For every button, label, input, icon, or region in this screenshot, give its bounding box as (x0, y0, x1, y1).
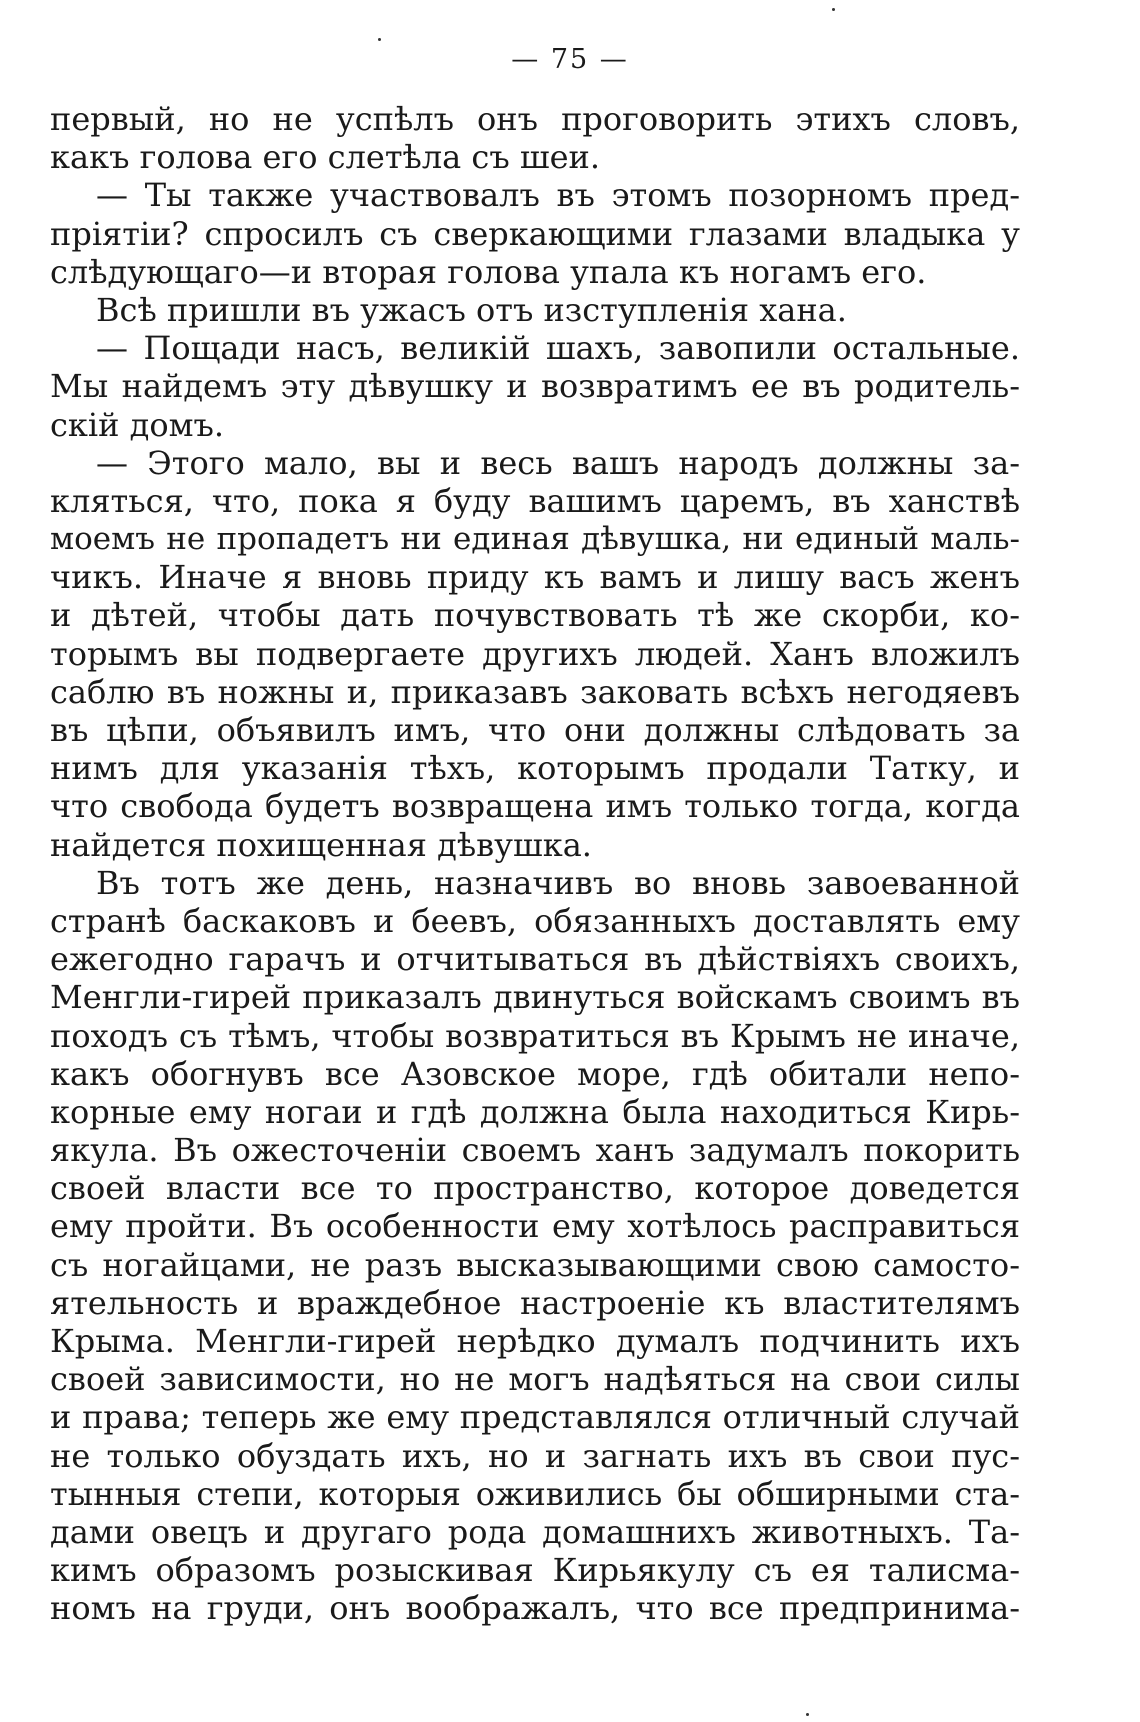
text-line: найдется похищенная дѣвушка. (50, 825, 592, 864)
body-text (50, 100, 1020, 1628)
text-line: слѣдующаго—и вторая голова упала къ ногамъ его. (50, 252, 927, 291)
text-line: какъ голова его слетѣла съ шеи. (50, 138, 601, 177)
text-line: Менгли-гирей приказалъ двинуться войскамъ своимъ въ (50, 978, 1020, 1017)
text-line: чикъ. Иначе я вновь приду къ вамъ и лишу васъ женъ (50, 558, 1020, 597)
text-line: и дѣтей, чтобы дать почувствовать тѣ же скорби, ко- (50, 596, 1020, 635)
text-line: странѣ баскаковъ и беевъ, обязанныхъ доставлять ему (50, 901, 1020, 940)
text-line: съ ногайцами, не разъ высказывающими свою самосто- (50, 1245, 1020, 1284)
text-line: саблю въ ножны и, приказавъ заковать всѣхъ негодяевъ (50, 672, 1020, 711)
text-line: Въ тотъ же день, назначивъ во вновь завоеванной (96, 863, 1020, 902)
text-line: какъ обогнувъ все Азовское море, гдѣ обитали непо- (50, 1054, 1020, 1093)
ink-speck (378, 38, 381, 41)
text-line: первый, но не успѣлъ онъ проговорить этихъ словъ, (50, 100, 1020, 138)
text-line: пріятіи? спросилъ съ сверкающими глазами владыка у (50, 214, 1020, 253)
text-line: ежегодно гарачъ и отчитываться въ дѣйствіяхъ своихъ, (50, 940, 1020, 979)
text-line: и права; теперь же ему представлялся отличный случай (50, 1398, 1020, 1437)
text-line: дами овецъ и другаго рода домашнихъ животныхъ. Та- (50, 1512, 1020, 1551)
text-line: своей власти все то пространство, которое доведется (50, 1169, 1020, 1208)
text-line: ему пройти. Въ особенности ему хотѣлось расправиться (50, 1207, 1020, 1246)
text-line: номъ на груди, онъ воображалъ, что все предпринима- (50, 1589, 1020, 1628)
text-line: тынныя степи, которыя оживились бы обширными ста- (50, 1474, 1020, 1513)
text-line: — Ты также участвовалъ въ этомъ позорномъ пред- (96, 176, 1020, 215)
text-line: походъ съ тѣмъ, чтобы возвратиться въ Крымъ не иначе, (50, 1016, 1020, 1055)
text-line: якула. Въ ожесточеніи своемъ ханъ задумалъ покорить (50, 1131, 1020, 1170)
text-line: нимъ для указанія тѣхъ, которымъ продали Татку, и (50, 749, 1020, 788)
text-line: Мы найдемъ эту дѣвушку и возвратимъ ее въ родитель- (50, 367, 1020, 406)
text-line: кимъ образомъ розыскивая Кирьякулу съ ея талисма- (50, 1551, 1020, 1590)
text-line: Всѣ пришли въ ужасъ отъ изступленія хана. (96, 290, 847, 329)
text-line: не только обуздать ихъ, но и загнать ихъ въ свои пус- (50, 1436, 1020, 1475)
text-line: ятельность и враждебное настроеніе къ властителямъ (50, 1283, 1020, 1322)
text-line: Крыма. Менгли-гирей нерѣдко думалъ подчинить ихъ (50, 1322, 1020, 1360)
text-line: кляться, что, пока я буду вашимъ царемъ, въ ханствѣ (50, 481, 1020, 520)
text-line: — Этого мало, вы и весь вашъ народъ должны за- (96, 443, 1020, 482)
text-line: въ цѣпи, объявилъ имъ, что они должны слѣдовать за (50, 711, 1020, 749)
text-line: скій домъ. (50, 405, 225, 444)
ink-speck (806, 1713, 809, 1716)
text-line: корные ему ногаи и гдѣ должна была находиться Кирь- (50, 1092, 1020, 1131)
ink-speck (832, 8, 835, 11)
text-line: своей зависимости, но не могъ надѣяться на свои силы (50, 1360, 1020, 1399)
text-line: — Пощади насъ, великій шахъ, завопили остальные. (96, 329, 1020, 368)
text-line: что свобода будетъ возвращена имъ только тогда, когда (50, 787, 1020, 826)
text-line: торымъ вы подвергаете другихъ людей. Ханъ вложилъ (50, 634, 1020, 673)
text-line: моемъ не пропадетъ ни единая дѣвушка, ни единый маль- (50, 521, 1020, 558)
page-number: — 75 — (511, 44, 629, 75)
